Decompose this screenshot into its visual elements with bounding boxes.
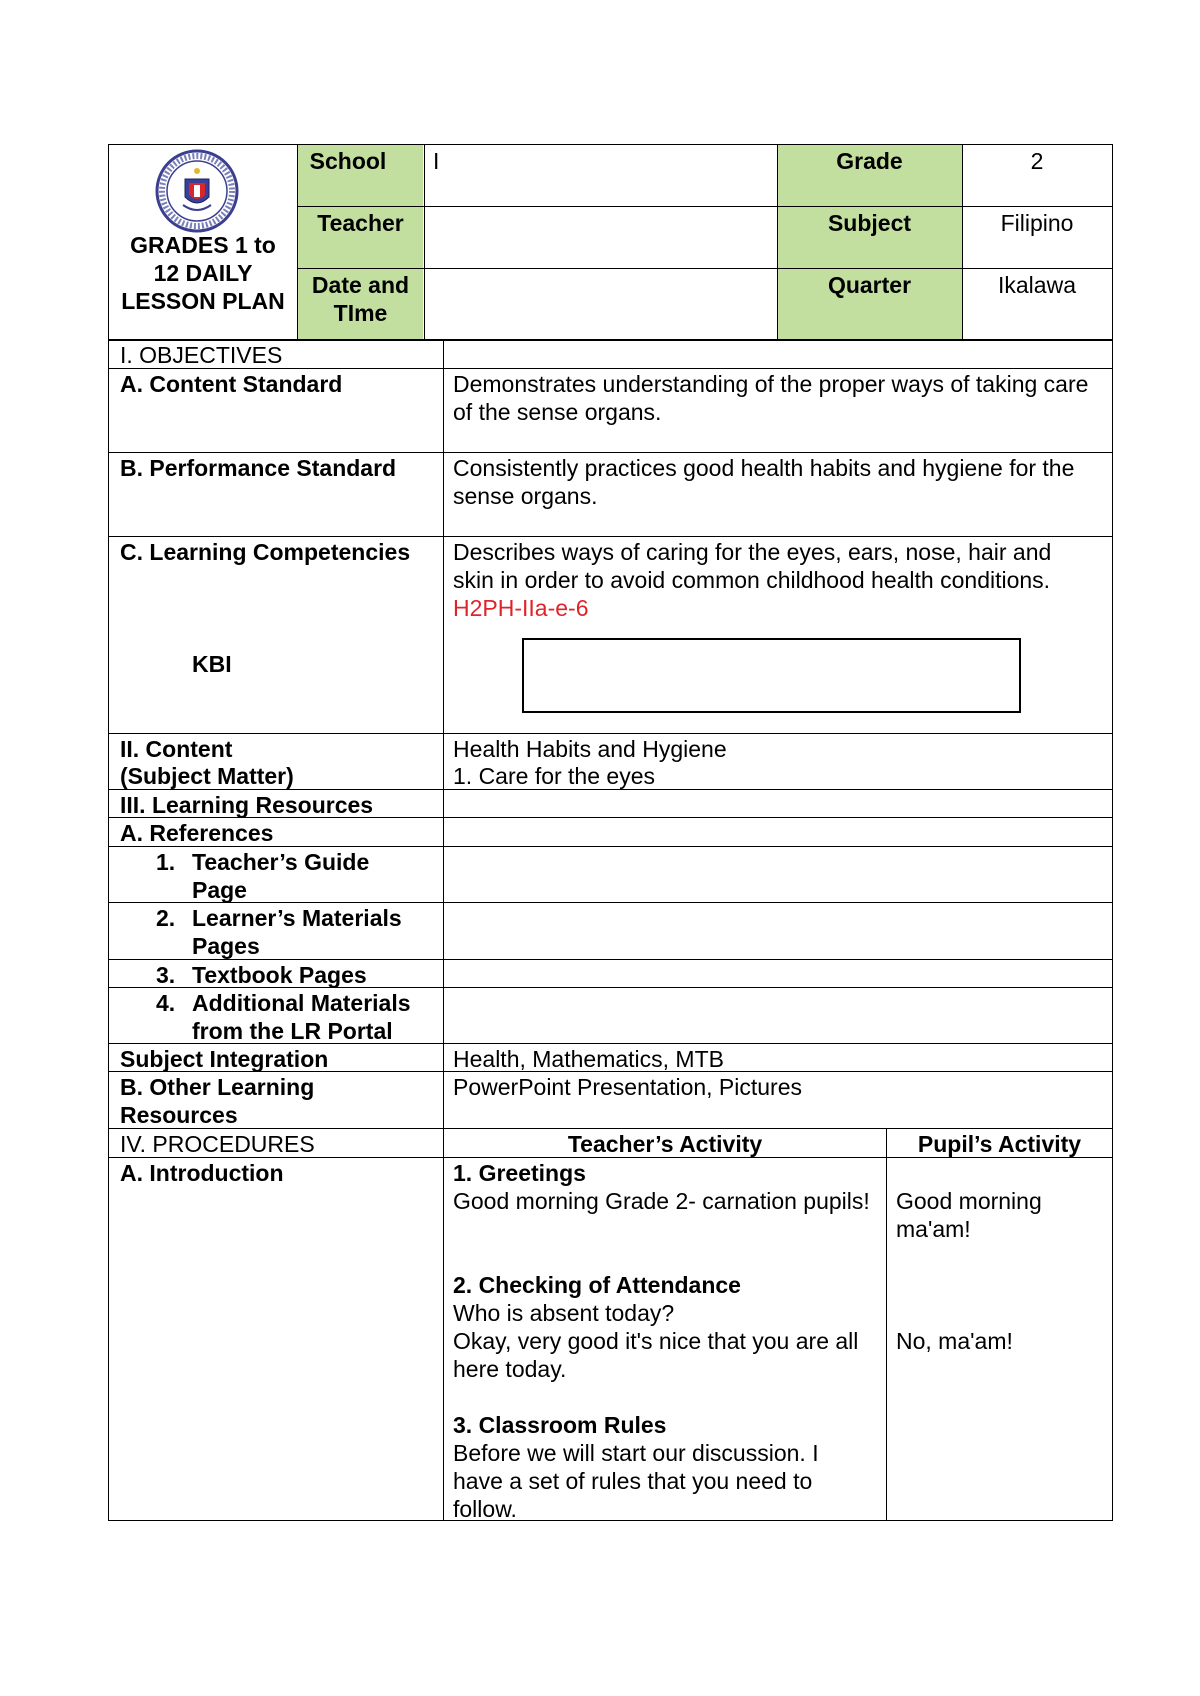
- other-resources-label: B. Other Learning Resources: [120, 1074, 315, 1128]
- content-standard-label: A. Content Standard: [120, 371, 343, 397]
- attendance-text: Okay, very good it's nice that you are all here today.: [453, 1328, 859, 1382]
- procedures-heading: IV. PROCEDURES: [120, 1131, 315, 1157]
- rules-title: 3. Classroom Rules: [453, 1412, 667, 1438]
- resources-heading: III. Learning Resources: [120, 792, 374, 818]
- integration-label: Subject Integration: [120, 1046, 329, 1072]
- grade-label: Grade: [836, 148, 903, 174]
- resource-num-2: 2.: [156, 905, 176, 931]
- content-label-1: II. Content: [120, 736, 233, 762]
- deped-seal-logo: [155, 149, 239, 233]
- subject-label: Subject: [827, 210, 912, 236]
- content-label-2: (Subject Matter): [120, 763, 294, 789]
- resource-num-1: 1.: [156, 849, 176, 875]
- kbi-box: [522, 638, 1021, 713]
- performance-standard-label: B. Performance Standard: [120, 455, 397, 481]
- resource-item-3: Textbook Pages: [192, 962, 367, 988]
- teacher-activity-header: Teacher’s Activity: [567, 1131, 763, 1157]
- introduction-label: A. Introduction: [120, 1160, 284, 1186]
- content-value-2: 1. Care for the eyes: [453, 763, 655, 789]
- quarter-label: Quarter: [827, 272, 912, 298]
- resource-num-3: 3.: [156, 962, 176, 988]
- resource-item-4: Additional Materials from the LR Portal: [192, 990, 411, 1044]
- attendance-question: Who is absent today?: [453, 1300, 675, 1326]
- content-standard-value: Demonstrates understanding of the proper ways of taking care of the sense organs.: [453, 371, 1089, 425]
- school-label: School: [309, 148, 387, 174]
- references-label: A. References: [120, 820, 274, 846]
- grade-value: 2: [1030, 148, 1044, 174]
- competencies-value: Describes ways of caring for the eyes, ears, nose, hair and skin in order to avoid common childhood health conditions.: [453, 539, 1052, 593]
- kbi-label: KBI: [192, 651, 232, 677]
- rules-text: Before we will start our discussion. I have a set of rules that you need to follow.: [453, 1440, 819, 1522]
- competency-code: H2PH-IIa-e-6: [453, 595, 589, 621]
- objectives-heading: I. OBJECTIVES: [120, 342, 283, 368]
- resource-item-1: Teacher’s Guide Page: [192, 849, 370, 903]
- teacher-label: Teacher: [317, 210, 404, 236]
- greetings-reply: Good morning ma'am!: [896, 1188, 1042, 1242]
- competencies-label: C. Learning Competencies: [120, 539, 411, 565]
- pupil-activity-header: Pupil’s Activity: [917, 1131, 1082, 1157]
- school-value: I: [433, 148, 440, 174]
- attendance-title: 2. Checking of Attendance: [453, 1272, 741, 1298]
- resource-num-4: 4.: [156, 990, 176, 1016]
- greetings-text: Good morning Grade 2- carnation pupils!: [453, 1188, 870, 1214]
- date-label: Date and TIme: [311, 272, 410, 326]
- plan-title: GRADES 1 to 12 DAILY LESSON PLAN: [121, 232, 285, 314]
- resource-item-2: Learner’s Materials Pages: [192, 905, 402, 959]
- greetings-title: 1. Greetings: [453, 1160, 586, 1186]
- quarter-value: Ikalawa: [998, 272, 1076, 298]
- integration-value: Health, Mathematics, MTB: [453, 1046, 724, 1072]
- attendance-reply: No, ma'am!: [896, 1328, 1013, 1354]
- subject-value: Filipino: [1000, 210, 1074, 236]
- other-resources-value: PowerPoint Presentation, Pictures: [453, 1074, 803, 1100]
- performance-standard-value: Consistently practices good health habits and hygiene for the sense organs.: [453, 455, 1075, 509]
- content-value-1: Health Habits and Hygiene: [453, 736, 727, 762]
